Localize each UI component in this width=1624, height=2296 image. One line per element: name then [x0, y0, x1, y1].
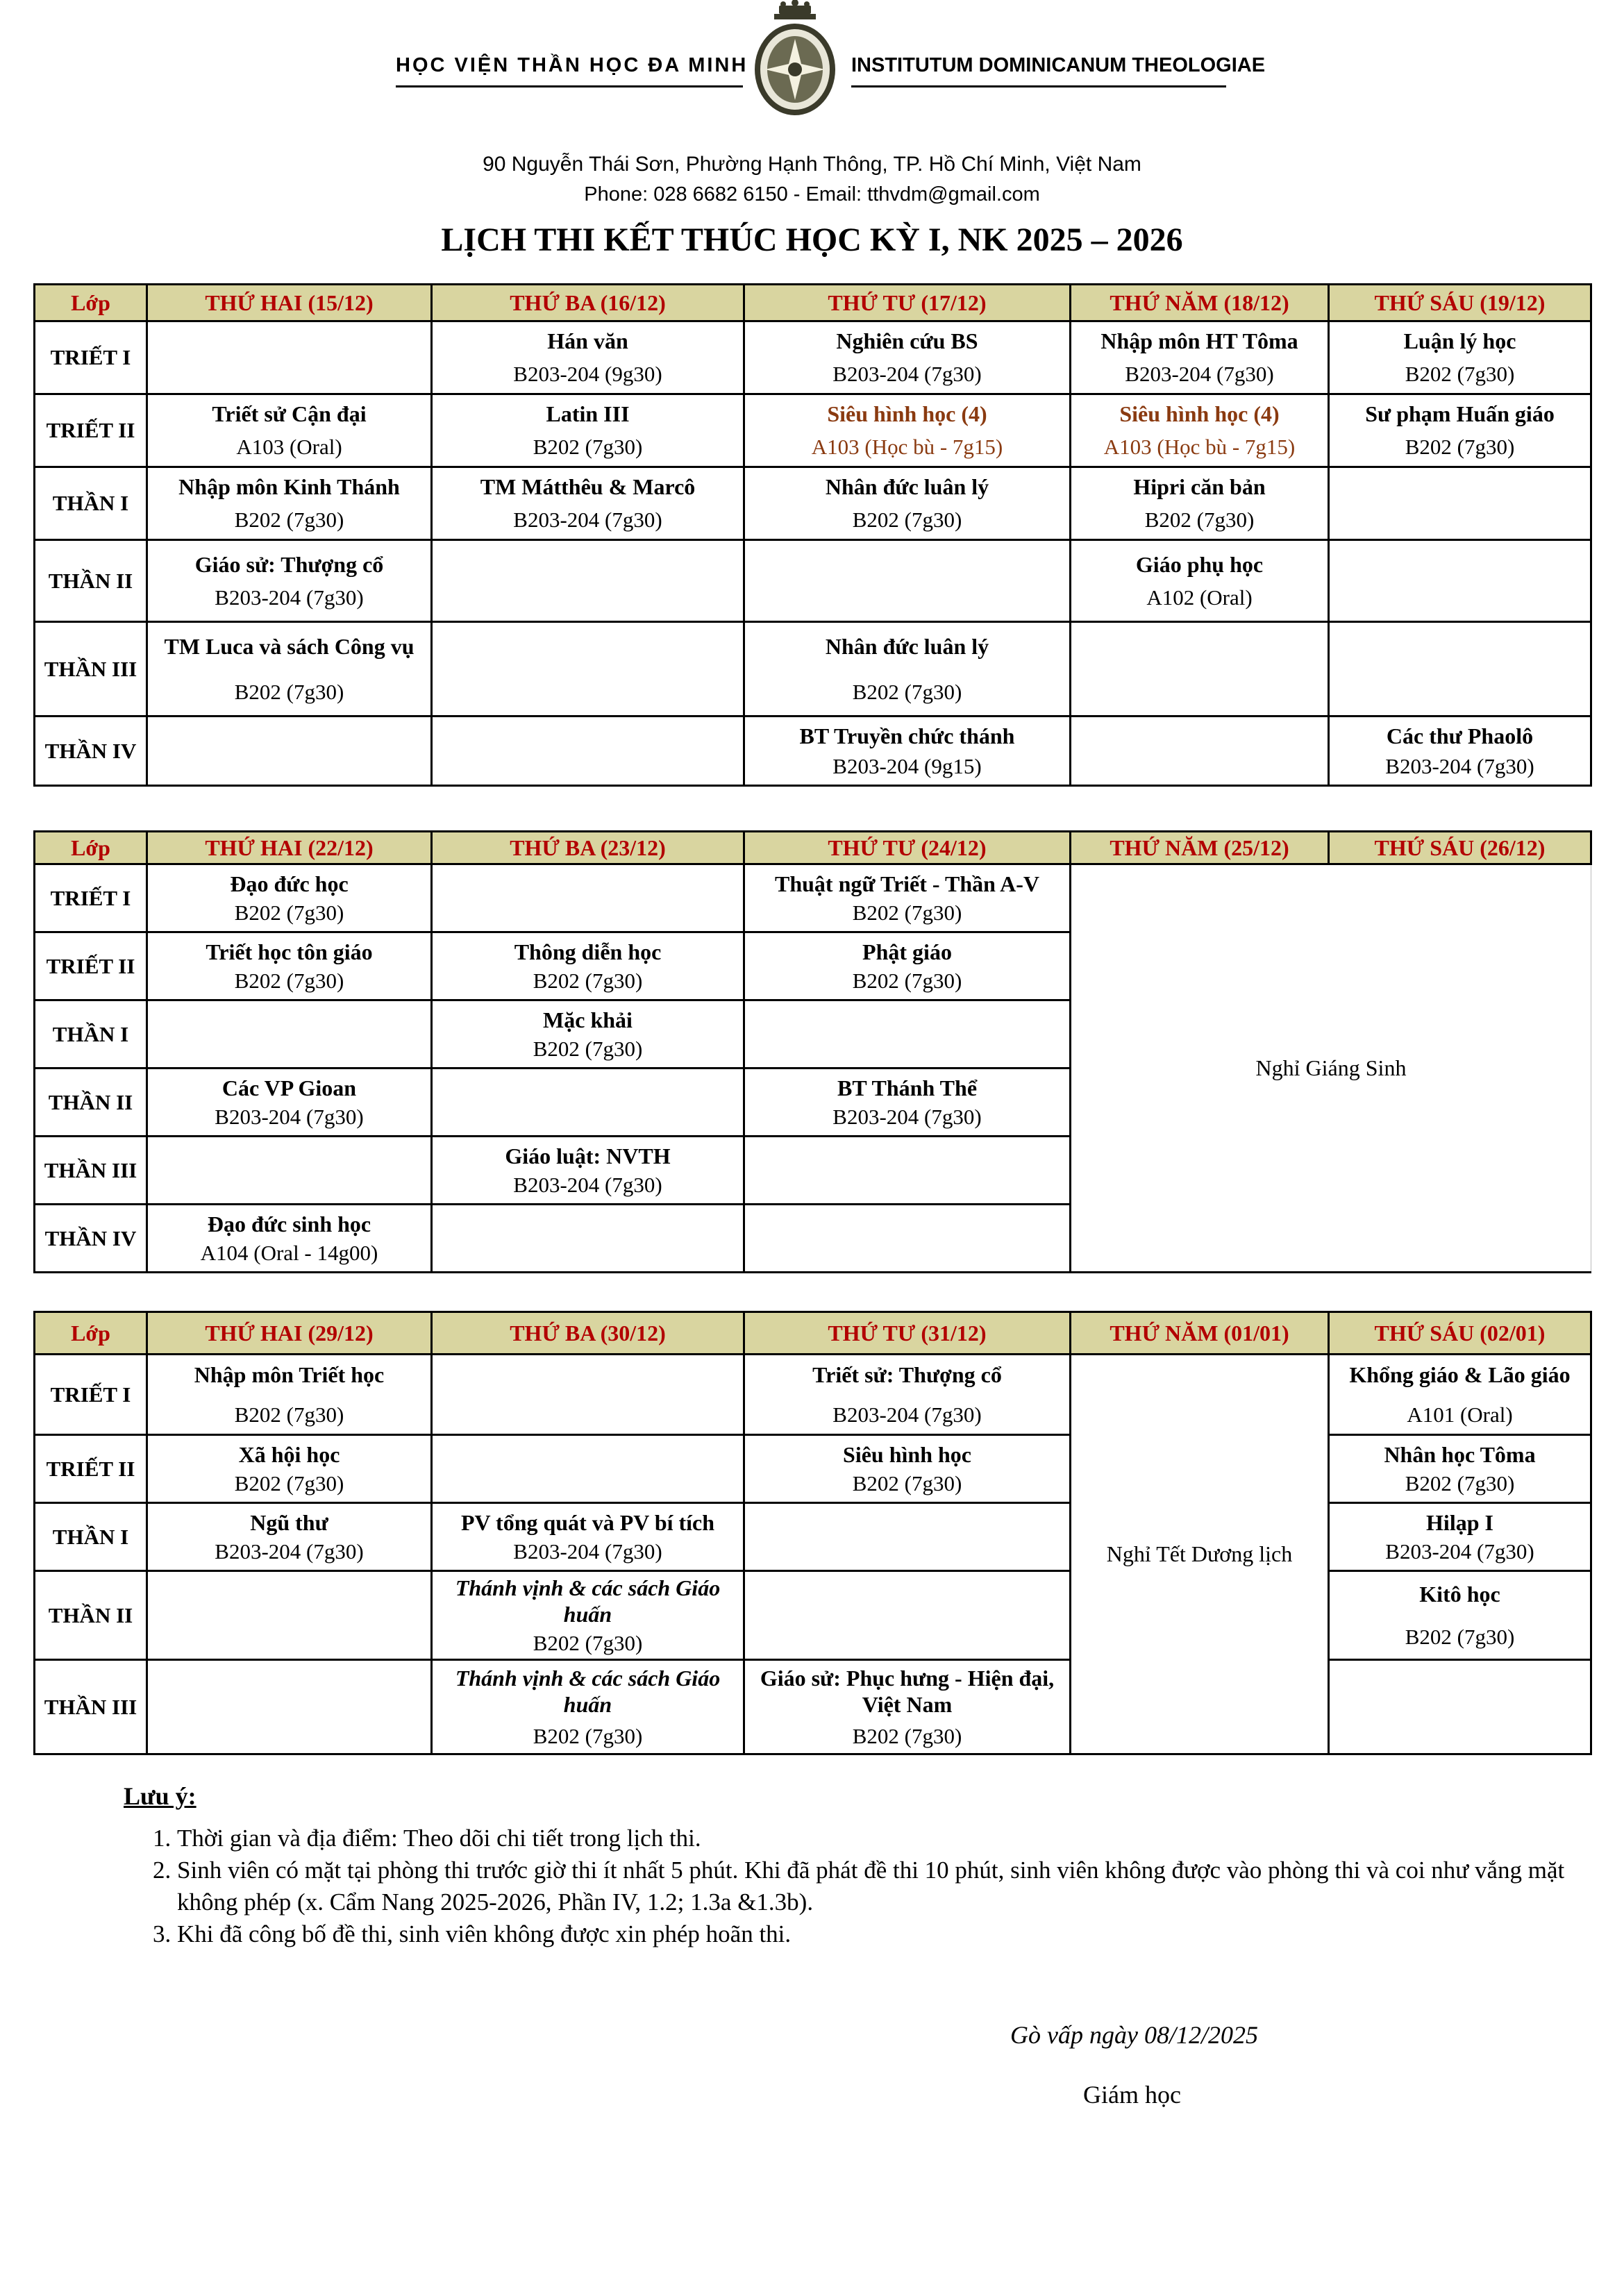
- room: B202 (7g30): [1405, 1624, 1515, 1649]
- exam-cell: [147, 394, 432, 467]
- subject: Mặc khải: [543, 1007, 633, 1032]
- room: B202 (7g30): [234, 679, 344, 704]
- holiday-cell: Nghỉ Tết Dương lịch: [1071, 1355, 1329, 1754]
- subject: Nhân đức luân lý: [825, 474, 989, 499]
- exam-cell: [147, 1503, 432, 1571]
- class-label: THẦN III: [35, 1137, 147, 1205]
- exam-cell-makeup: [744, 394, 1071, 467]
- subject: BT Thánh Thể: [837, 1075, 978, 1100]
- exam-cell: [1071, 467, 1329, 540]
- subject: Luận lý học: [1403, 328, 1516, 353]
- table-row: [35, 540, 1591, 622]
- col-header: THỨ SÁU (02/01): [1329, 1312, 1591, 1355]
- room: B203-204 (7g30): [832, 1104, 982, 1129]
- subject: PV tổng quát và PV bí tích: [460, 1509, 715, 1535]
- table-row: [35, 394, 1591, 467]
- exam-cell: [432, 1503, 744, 1571]
- exam-cell: [1329, 394, 1591, 467]
- exam-cell: [1329, 1503, 1591, 1571]
- subject: Nhập môn HT Tôma: [1100, 328, 1298, 353]
- exam-cell-empty: [1329, 540, 1591, 622]
- room: B202 (7g30): [234, 900, 344, 925]
- table-row: [35, 1355, 1591, 1435]
- col-header: Lớp: [35, 1312, 147, 1355]
- subject: Hipri căn bản: [1133, 474, 1266, 499]
- exam-cell: [744, 321, 1071, 394]
- subject: Nhập môn Triết học: [194, 1361, 385, 1387]
- note-item: 1. Thời gian và địa điểm: Theo dõi chi tiết trong lịch thi.: [177, 1822, 1624, 1854]
- exam-cell: [744, 1660, 1071, 1754]
- room: B202 (7g30): [1144, 508, 1255, 532]
- subject: Giáo phụ học: [1135, 551, 1264, 577]
- exam-cell-empty: [432, 1355, 744, 1435]
- room: A103 (Học bù - 7g15): [811, 435, 1003, 459]
- class-label: THẦN III: [35, 622, 147, 717]
- institute-name-la: INSTITUTUM DOMINICANUM THEOLOGIAE: [851, 54, 1266, 76]
- exam-cell: [147, 1355, 432, 1435]
- room: B202 (7g30): [1405, 362, 1515, 386]
- col-header: THỨ BA (16/12): [432, 285, 744, 321]
- table-header-row: [35, 832, 1591, 864]
- subject: Sư phạm Huấn giáo: [1365, 401, 1555, 426]
- header-rule-right: [851, 85, 1226, 87]
- col-header: THỨ SÁU (19/12): [1329, 285, 1591, 321]
- room: B203-204 (7g30): [832, 362, 982, 386]
- subject: Các thư Phaolô: [1386, 723, 1534, 748]
- col-header: THỨ NĂM (18/12): [1071, 285, 1329, 321]
- col-header: Lớp: [35, 832, 147, 864]
- col-header: THỨ NĂM (25/12): [1071, 832, 1329, 864]
- exam-cell-empty: [1329, 622, 1591, 717]
- exam-cell: [147, 1069, 432, 1137]
- room: B202 (7g30): [852, 968, 962, 993]
- col-header: THỨ TƯ (17/12): [744, 285, 1071, 321]
- room: B202 (7g30): [533, 435, 643, 459]
- table-row: [35, 1503, 1591, 1571]
- exam-cell-empty: [744, 1571, 1071, 1660]
- col-header: THỨ HAI (22/12): [147, 832, 432, 864]
- room: B202 (7g30): [852, 508, 962, 532]
- class-label: THẦN II: [35, 1571, 147, 1660]
- exam-cell-empty: [147, 1137, 432, 1205]
- room: B202 (7g30): [533, 968, 643, 993]
- subject: Các VP Gioan: [221, 1075, 357, 1100]
- col-header: THỨ TƯ (31/12): [744, 1312, 1071, 1355]
- exam-cell: [147, 864, 432, 932]
- exam-cell: [744, 1435, 1071, 1503]
- subject: Giáo sử: Phục hưng - Hiện đại, Việt Nam: [760, 1665, 1055, 1717]
- exam-cell: [147, 467, 432, 540]
- exam-cell: [147, 932, 432, 1000]
- exam-cell: [147, 622, 432, 717]
- exam-cell: [432, 1137, 744, 1205]
- subject: Siêu hình học (4): [827, 401, 987, 426]
- room: B202 (7g30): [852, 900, 962, 925]
- schedule-week-3: [33, 1311, 1592, 1755]
- room: A103 (Oral): [236, 435, 342, 459]
- exam-cell: [147, 1205, 432, 1273]
- room: B203-204 (7g30): [513, 1539, 662, 1564]
- subject: Hán văn: [547, 328, 628, 353]
- class-label: THẦN IV: [35, 717, 147, 786]
- subject: TM Luca và sách Công vụ: [164, 633, 415, 659]
- room: B203-204 (7g30): [1125, 362, 1274, 386]
- room: B203-204 (7g30): [513, 508, 662, 532]
- exam-cell-empty: [147, 321, 432, 394]
- exam-cell-empty: [432, 1435, 744, 1503]
- signature-role: Giám học: [1083, 2081, 1181, 2109]
- signature-date: Gò vấp ngày 08/12/2025: [1010, 2021, 1258, 2049]
- col-header: THỨ BA (23/12): [432, 832, 744, 864]
- exam-cell-empty: [744, 1137, 1071, 1205]
- room: B203-204 (7g30): [215, 1539, 364, 1564]
- col-header: THỨ SÁU (26/12): [1329, 832, 1591, 864]
- subject: Thánh vịnh & các sách Giáo huấn: [455, 1665, 721, 1717]
- class-label: THẦN II: [35, 1069, 147, 1137]
- exam-cell: [1071, 321, 1329, 394]
- exam-cell: [432, 1660, 744, 1754]
- room: A101 (Oral): [1407, 1402, 1513, 1427]
- exam-cell-empty: [432, 622, 744, 717]
- note-item: 2. Sinh viên có mặt tại phòng thi trước giờ thi ít nhất 5 phút. Khi đã phát đề thi 10 phút, sinh viên không được vào phòng thi và coi như vắng mặt không phép (x. Cẩm Nang 2025-2026, Phần IV, 1.2; 1.3a &1.3b).: [177, 1854, 1624, 1918]
- exam-cell: [744, 1355, 1071, 1435]
- room: B202 (7g30): [234, 968, 344, 993]
- subject: Đạo đức học: [230, 871, 349, 896]
- class-label: TRIẾT I: [35, 1355, 147, 1435]
- class-label: TRIẾT II: [35, 1435, 147, 1503]
- exam-cell: [432, 1571, 744, 1660]
- exam-cell: [147, 1435, 432, 1503]
- exam-cell: [432, 394, 744, 467]
- class-label: THẦN II: [35, 540, 147, 622]
- subject: Triết học tôn giáo: [206, 939, 373, 964]
- room: B202 (7g30): [234, 508, 344, 532]
- subject: Phật giáo: [862, 939, 952, 964]
- exam-cell-empty: [744, 540, 1071, 622]
- subject: Latin III: [546, 401, 630, 426]
- exam-cell-empty: [147, 1000, 432, 1069]
- subject: Giáo sử: Thượng cổ: [194, 551, 384, 577]
- room: B202 (7g30): [533, 1036, 643, 1061]
- exam-cell-empty: [432, 1205, 744, 1273]
- subject: Triết sử Cận đại: [212, 401, 367, 426]
- class-label: THẦN IV: [35, 1205, 147, 1273]
- subject: Khổng giáo & Lão giáo: [1349, 1361, 1571, 1387]
- room: B203-204 (7g30): [215, 585, 364, 610]
- class-label: TRIẾT II: [35, 394, 147, 467]
- exam-cell: [1329, 1435, 1591, 1503]
- subject: Thông diễn học: [514, 939, 662, 964]
- col-header: THỨ BA (30/12): [432, 1312, 744, 1355]
- room: B203-204 (7g30): [513, 1172, 662, 1197]
- exam-cell-empty: [744, 1503, 1071, 1571]
- room: B203-204 (7g30): [1385, 753, 1534, 778]
- exam-cell: [147, 540, 432, 622]
- page-title: LỊCH THI KẾT THÚC HỌC KỲ I, NK 2025 – 2026: [441, 221, 1183, 258]
- class-label: THẦN I: [35, 1000, 147, 1069]
- subject: Nhập môn Kinh Thánh: [178, 474, 400, 499]
- room: B203-204 (9g30): [513, 362, 662, 386]
- exam-cell-empty: [1071, 622, 1329, 717]
- subject: Triết sử: Thượng cổ: [812, 1361, 1002, 1387]
- exam-cell-empty: [147, 1571, 432, 1660]
- table-row: [35, 1435, 1591, 1503]
- holiday-cell: Nghỉ Giáng Sinh: [1071, 864, 1591, 1273]
- subject: Siêu hình học (4): [1119, 401, 1280, 426]
- subject: Nhân học Tôma: [1384, 1441, 1536, 1467]
- room: A102 (Oral): [1146, 585, 1253, 610]
- exam-cell: [432, 1000, 744, 1069]
- schedule-week-2: [33, 830, 1592, 1273]
- exam-cell: [432, 932, 744, 1000]
- table-row: [35, 1660, 1591, 1754]
- col-header: Lớp: [35, 285, 147, 321]
- table-row: [35, 864, 1591, 932]
- exam-cell: [744, 932, 1071, 1000]
- subject: Thánh vịnh & các sách Giáo huấn: [455, 1575, 721, 1627]
- col-header: THỨ HAI (15/12): [147, 285, 432, 321]
- room: A103 (Học bù - 7g15): [1103, 435, 1296, 459]
- exam-cell: [744, 622, 1071, 717]
- class-label: THẦN I: [35, 1503, 147, 1571]
- room: B203-204 (9g15): [832, 753, 982, 778]
- subject: Nghiên cứu BS: [836, 328, 978, 353]
- col-header: THỨ HAI (29/12): [147, 1312, 432, 1355]
- exam-cell-empty: [432, 864, 744, 932]
- exam-cell: [432, 321, 744, 394]
- exam-cell-empty: [147, 1660, 432, 1754]
- table-row: [35, 1571, 1591, 1660]
- col-header: THỨ NĂM (01/01): [1071, 1312, 1329, 1355]
- exam-cell: [1329, 717, 1591, 786]
- col-header: THỨ TƯ (24/12): [744, 832, 1071, 864]
- exam-cell-empty: [432, 717, 744, 786]
- notes-heading: Lưu ý:: [124, 1782, 196, 1810]
- class-label: TRIẾT I: [35, 321, 147, 394]
- room: B202 (7g30): [234, 1470, 344, 1495]
- room: B203-204 (7g30): [215, 1104, 364, 1129]
- subject: Kitô học: [1419, 1581, 1500, 1607]
- subject: BT Truyền chức thánh: [799, 723, 1015, 748]
- institute-contact: Phone: 028 6682 6150 - Email: tthvdm@gmail.com: [584, 183, 1040, 206]
- exam-cell-empty: [744, 1000, 1071, 1069]
- subject: Siêu hình học: [843, 1441, 971, 1467]
- room: B202 (7g30): [533, 1723, 643, 1748]
- exam-cell-empty: [147, 717, 432, 786]
- subject: Nhân đức luân lý: [825, 633, 989, 659]
- class-label: TRIẾT I: [35, 864, 147, 932]
- class-label: THẦN I: [35, 467, 147, 540]
- class-label: THẦN III: [35, 1660, 147, 1754]
- table-row: [35, 717, 1591, 786]
- subject: TM Mátthêu & Marcô: [480, 474, 696, 499]
- exam-cell-empty: [1329, 1660, 1591, 1754]
- subject: Hilạp I: [1426, 1509, 1493, 1535]
- room: B202 (7g30): [852, 1723, 962, 1748]
- room: B202 (7g30): [852, 679, 962, 704]
- institute-name-vi: HỌC VIỆN THẦN HỌC ĐA MINH: [396, 54, 748, 76]
- exam-cell: [744, 467, 1071, 540]
- exam-cell: [432, 467, 744, 540]
- table-header-row: [35, 285, 1591, 321]
- subject: Ngũ thư: [250, 1509, 328, 1535]
- room: B203-204 (7g30): [832, 1402, 982, 1427]
- note-item: 3. Khi đã công bố đề thi, sinh viên không được xin phép hoãn thi.: [177, 1918, 1624, 1950]
- subject: Giáo luật: NVTH: [505, 1143, 671, 1168]
- notes-list: [142, 1822, 1624, 1950]
- table-row: [35, 321, 1591, 394]
- exam-cell: [744, 717, 1071, 786]
- exam-cell: [1071, 540, 1329, 622]
- room: B203-204 (7g30): [1385, 1539, 1534, 1564]
- table-row: [35, 467, 1591, 540]
- exam-cell: [744, 864, 1071, 932]
- room: B202 (7g30): [1405, 1470, 1515, 1495]
- exam-cell: [1329, 1571, 1591, 1660]
- subject: Xã hội học: [238, 1441, 340, 1467]
- exam-cell-empty: [1329, 467, 1591, 540]
- schedule-week-1: [33, 283, 1592, 787]
- header-rule-left: [396, 85, 743, 87]
- subject: Đạo đức sinh học: [207, 1211, 371, 1237]
- exam-cell-empty: [432, 540, 744, 622]
- exam-cell-empty: [1071, 717, 1329, 786]
- exam-cell-empty: [744, 1205, 1071, 1273]
- institute-seal-icon: [743, 0, 847, 118]
- room: B202 (7g30): [852, 1470, 962, 1495]
- room: B202 (7g30): [1405, 435, 1515, 459]
- institute-address: 90 Nguyễn Thái Sơn, Phường Hạnh Thông, TP. Hồ Chí Minh, Việt Nam: [483, 153, 1141, 176]
- exam-cell: [1329, 321, 1591, 394]
- exam-cell: [1329, 1355, 1591, 1435]
- room: B202 (7g30): [234, 1402, 344, 1427]
- subject: Thuật ngữ Triết - Thần A-V: [774, 871, 1040, 896]
- table-header-row: [35, 1312, 1591, 1355]
- room: B202 (7g30): [533, 1630, 643, 1655]
- table-row: [35, 622, 1591, 717]
- exam-cell: [744, 1069, 1071, 1137]
- room: A104 (Oral - 14g00): [200, 1240, 378, 1265]
- exam-cell-makeup: [1071, 394, 1329, 467]
- class-label: TRIẾT II: [35, 932, 147, 1000]
- exam-cell-empty: [432, 1069, 744, 1137]
